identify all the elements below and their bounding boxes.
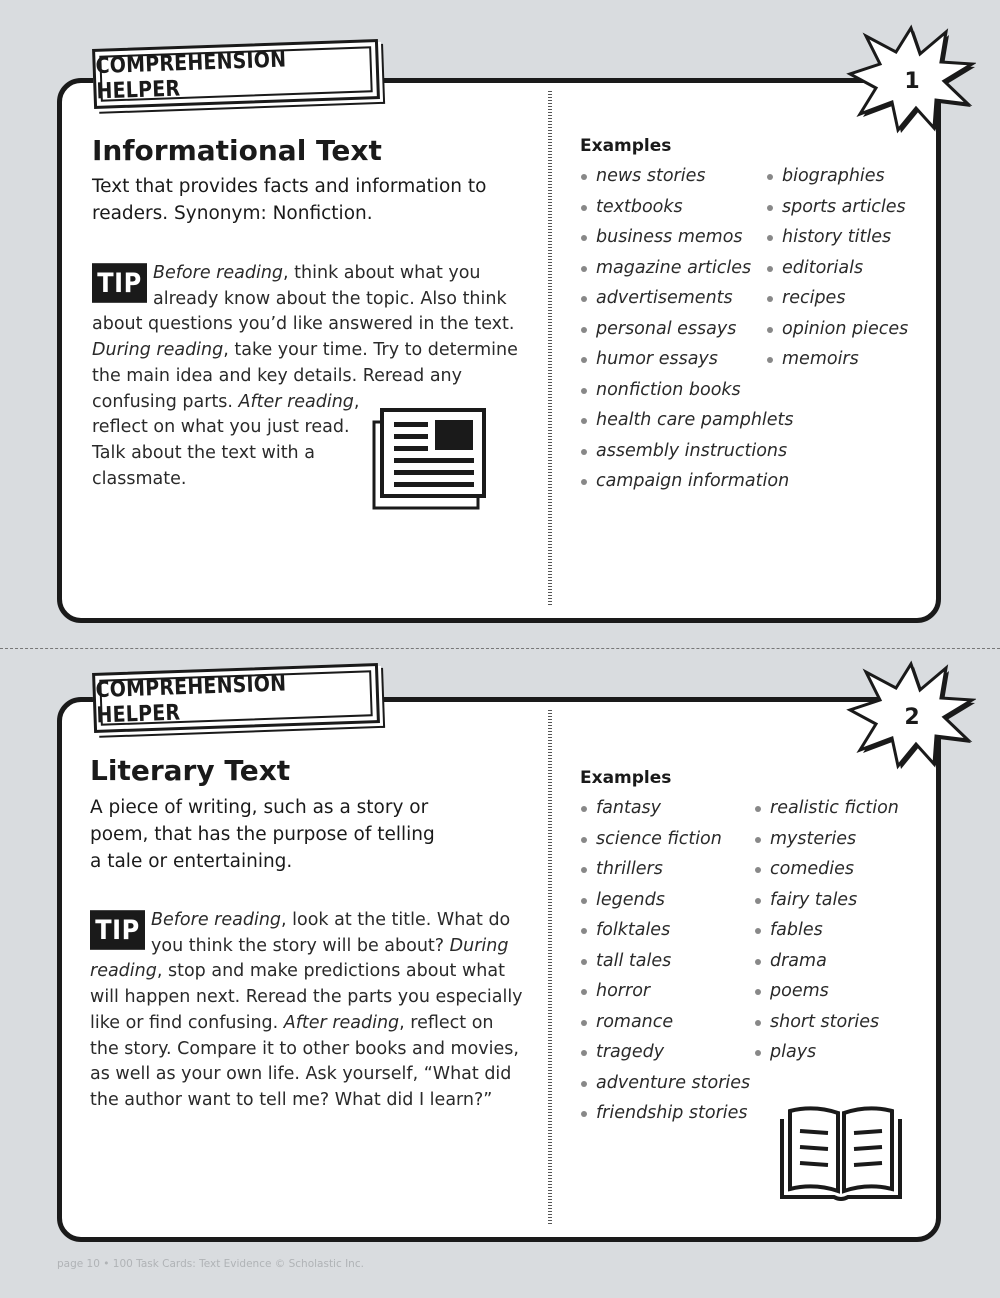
tip-badge: TIP: [92, 263, 147, 303]
tip-paragraph: TIP Before reading, look at the title. What do you think the story will be about? During reading, stop and make predictions about what will happen next. Reread the parts you especially like or find confusing. After reading, reflect on the story. Compare it to other books and movies, as well as your own life. Ask yourself, “What did the author want to tell me? What did I learn?”: [90, 910, 523, 1110]
example-item: horror: [580, 976, 750, 1007]
tip-badge: TIP: [90, 910, 145, 950]
card-definition: Text that provides facts and information to readers. Synonym: Nonfiction.: [92, 176, 487, 224]
card-number-star-badge: [846, 660, 976, 770]
example-item: advertisements: [580, 283, 794, 314]
example-item: thrillers: [580, 854, 750, 885]
example-item: magazine articles: [580, 253, 794, 284]
examples-list-col1: [580, 161, 794, 497]
example-item: nonfiction books: [580, 375, 794, 406]
card-number: 1: [904, 69, 920, 94]
example-item: memoirs: [766, 344, 908, 375]
example-item: drama: [754, 946, 899, 977]
example-item: assembly instructions: [580, 436, 794, 467]
example-item: humor essays: [580, 344, 794, 375]
example-item: short stories: [754, 1007, 899, 1038]
example-item: opinion pieces: [766, 314, 908, 345]
examples-list-col1: [580, 793, 750, 1129]
example-item: health care pamphlets: [580, 405, 794, 436]
starburst-icon: [846, 24, 976, 134]
example-item: adventure stories: [580, 1068, 750, 1099]
card-number: 2: [904, 705, 920, 730]
example-item: biographies: [766, 161, 908, 192]
open-book-icon: [778, 1105, 904, 1209]
example-item: textbooks: [580, 192, 794, 223]
card-divider: [548, 91, 552, 606]
card-number-star-badge: [846, 24, 976, 134]
example-item: realistic fiction: [754, 793, 899, 824]
examples-heading: Examples: [580, 768, 672, 788]
example-item: history titles: [766, 222, 908, 253]
example-item: poems: [754, 976, 899, 1007]
comprehension-helper-banner: COMPREHENSION HELPER: [92, 39, 380, 109]
example-item: personal essays: [580, 314, 794, 345]
example-item: fables: [754, 915, 899, 946]
example-item: science fiction: [580, 824, 750, 855]
page-footer: page 10 • 100 Task Cards: Text Evidence © Scholastic Inc.: [57, 1258, 364, 1270]
example-item: tall tales: [580, 946, 750, 977]
example-item: friendship stories: [580, 1098, 750, 1129]
cut-line: [0, 648, 1000, 649]
examples-list-col2: [754, 793, 899, 1068]
examples-list-col2: [766, 161, 908, 375]
example-item: plays: [754, 1037, 899, 1068]
example-item: folktales: [580, 915, 750, 946]
tip-paragraph: TIP Before reading, think about what you already know about the topic. Also think about questions you’d like answered in the text. During reading, take your time. Try to determine the main idea and key details. Reread any confusing parts. After reading, reflect on what you just read. Talk about the text with a classmate.: [92, 263, 518, 489]
example-item: recipes: [766, 283, 908, 314]
example-item: fairy tales: [754, 885, 899, 916]
card-divider: [548, 710, 552, 1225]
card-title: Informational Text: [92, 134, 382, 167]
newspaper-icon: [372, 408, 488, 514]
card-title: Literary Text: [90, 754, 291, 787]
example-item: sports articles: [766, 192, 908, 223]
comprehension-helper-banner: COMPREHENSION HELPER: [92, 663, 380, 733]
example-item: business memos: [580, 222, 794, 253]
example-item: news stories: [580, 161, 794, 192]
examples-heading: Examples: [580, 136, 672, 156]
example-item: tragedy: [580, 1037, 750, 1068]
example-item: fantasy: [580, 793, 750, 824]
card-definition: A piece of writing, such as a story or poem, that has the purpose of telling a tale or entertaining.: [90, 797, 435, 872]
example-item: campaign information: [580, 466, 794, 497]
example-item: romance: [580, 1007, 750, 1038]
example-item: mysteries: [754, 824, 899, 855]
example-item: editorials: [766, 253, 908, 284]
starburst-icon: [846, 660, 976, 770]
example-item: comedies: [754, 854, 899, 885]
example-item: legends: [580, 885, 750, 916]
